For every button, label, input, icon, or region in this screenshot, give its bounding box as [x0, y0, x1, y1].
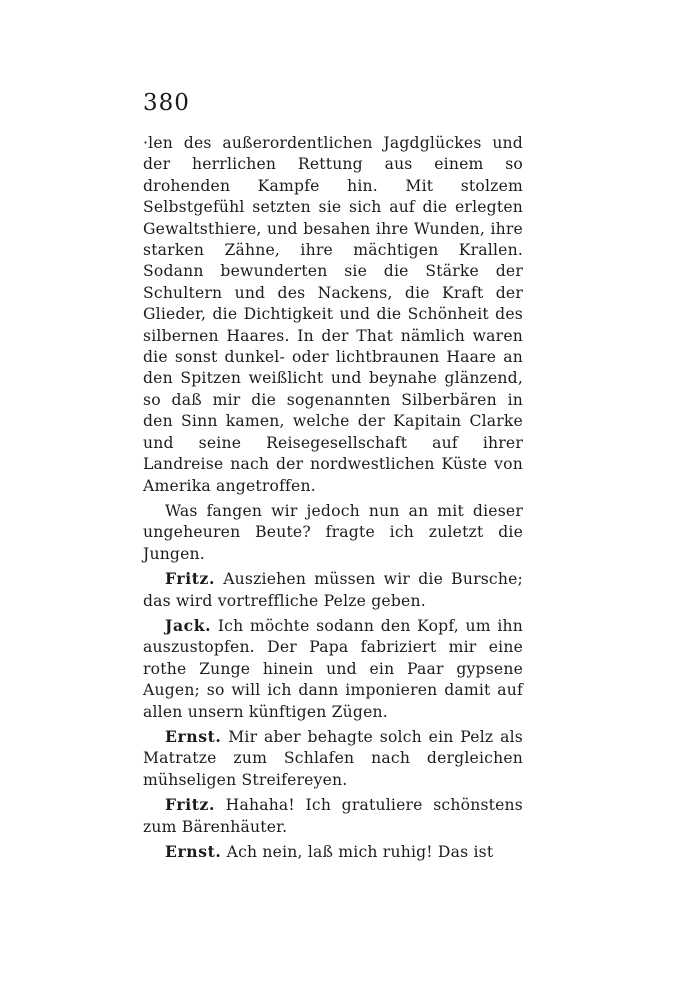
paragraph-text: Was fangen wir jedoch nun an mit dieser ungeheuren Beute? fragte ich zuletzt die Jungen. [143, 501, 523, 563]
paragraph-text: Mir aber behagte solch ein Pelz als Matratze zum Schlafen nach dergleichen mühseligen Streifereyen. [143, 727, 523, 789]
speaker-name: Fritz. [165, 795, 216, 815]
paragraph-text: Ausziehen müssen wir die Bursche; das wird vortreffliche Pelze geben. [143, 570, 523, 610]
speaker-name: Ernst. [165, 726, 222, 746]
paragraph-3 [143, 568, 523, 612]
paragraph-1 [143, 132, 523, 497]
paragraph-text: Ich möchte sodann den Kopf, um ihn auszustopfen. Der Papa fabriziert mir eine rothe Zunge hinein und ein Paar gypsene Augen; so will ich dann imponieren damit auf allen unsern künftigen Zügen. [143, 616, 523, 721]
speaker-name: Ernst. [165, 842, 222, 861]
paragraph-text: Hahaha! Ich gratuliere schönstens zum Bärenhäuter. [143, 796, 523, 836]
body-text [143, 132, 523, 863]
paragraph-5 [143, 726, 523, 791]
paragraph-2 [143, 500, 523, 565]
paragraph-text: ·len des außerordentlichen Jagdglückes und der herrlichen Rettung aus einem so drohenden Kampfe hin. Mit stolzem Selbstgefühl setzten sie sich auf die erlegten Gewaltsthiere, und besahen ihre Wunden, ihre starken Zähne, ihre mächtigen Krallen. Sodann bewunderten sie die Stärke der Schultern und des Nackens, die Kraft der Glieder, die Dichtigkeit und die Schönheit des silbernen Haares. In der That nämlich waren die sonst dunkel- oder lichtbraunen Haare an den Spitzen weißlicht und beynahe glänzend, so daß mir die sogenannten Silberbären in den Sinn kamen, welche der Kapitain Clarke und seine Reisegesellschaft auf ihrer Landreise nach der nordwestlichen Küste von Amerika angetroffen. [143, 134, 523, 495]
speaker-name: Fritz. [165, 569, 216, 589]
speaker-name: Jack. [165, 615, 212, 635]
paragraph-6 [143, 794, 523, 838]
paragraph-7 [143, 841, 523, 863]
page-number: 380 [143, 90, 190, 116]
paragraph-text: Ach nein, laß mich ruhig! Das ist [226, 843, 494, 861]
paragraph-4 [143, 615, 523, 723]
